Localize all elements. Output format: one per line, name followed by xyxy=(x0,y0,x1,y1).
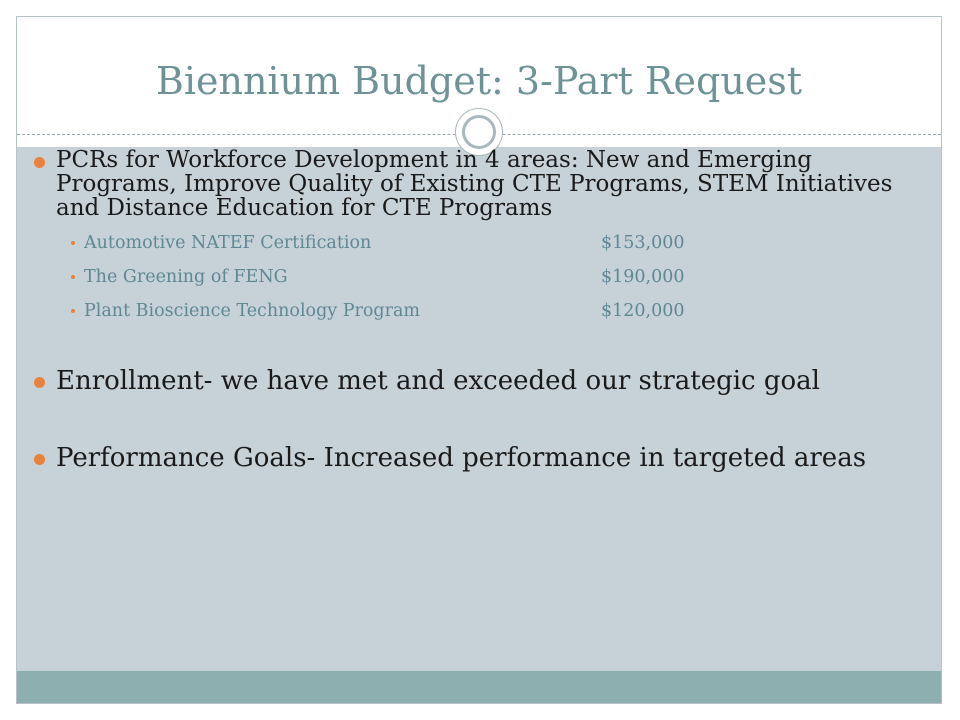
bullet-enrollment xyxy=(34,367,904,395)
bullet-dot-icon xyxy=(34,454,45,465)
subitem-label: Automotive NATEF Certification xyxy=(84,233,372,253)
sub-bullet-dot-icon xyxy=(71,241,75,245)
slide-content xyxy=(34,148,904,472)
slide-title: Biennium Budget: 3-Part Request xyxy=(155,59,803,103)
subitem-amount: $190,000 xyxy=(601,267,685,287)
bullet-performance xyxy=(34,444,904,472)
subitem-automotive xyxy=(34,226,904,260)
footer-band xyxy=(17,671,941,704)
sub-bullet-dot-icon xyxy=(71,309,75,313)
subitem-greening xyxy=(34,260,904,294)
subitem-label: Plant Bioscience Technology Program xyxy=(84,301,420,321)
subitem-amount: $153,000 xyxy=(601,233,685,253)
subitem-amount: $120,000 xyxy=(601,301,685,321)
bullet-dot-icon xyxy=(34,157,45,168)
bullet-text: Enrollment- we have met and exceeded our strategic goal xyxy=(56,366,820,396)
bullet-text: Performance Goals- Increased performance in targeted areas xyxy=(56,443,867,473)
subitem-label: The Greening of FENG xyxy=(84,267,288,287)
subitem-plant-bioscience xyxy=(34,294,904,328)
bullet-dot-icon xyxy=(34,377,45,388)
sub-bullet-dot-icon xyxy=(71,275,75,279)
bullet-pcrs xyxy=(34,148,904,220)
bullet-text: PCRs for Workforce Development in 4 areas: New and Emerging Programs, Improve Quality of Existing CTE Programs, STEM Initiatives and Distance Education for CTE Programs xyxy=(56,147,893,221)
